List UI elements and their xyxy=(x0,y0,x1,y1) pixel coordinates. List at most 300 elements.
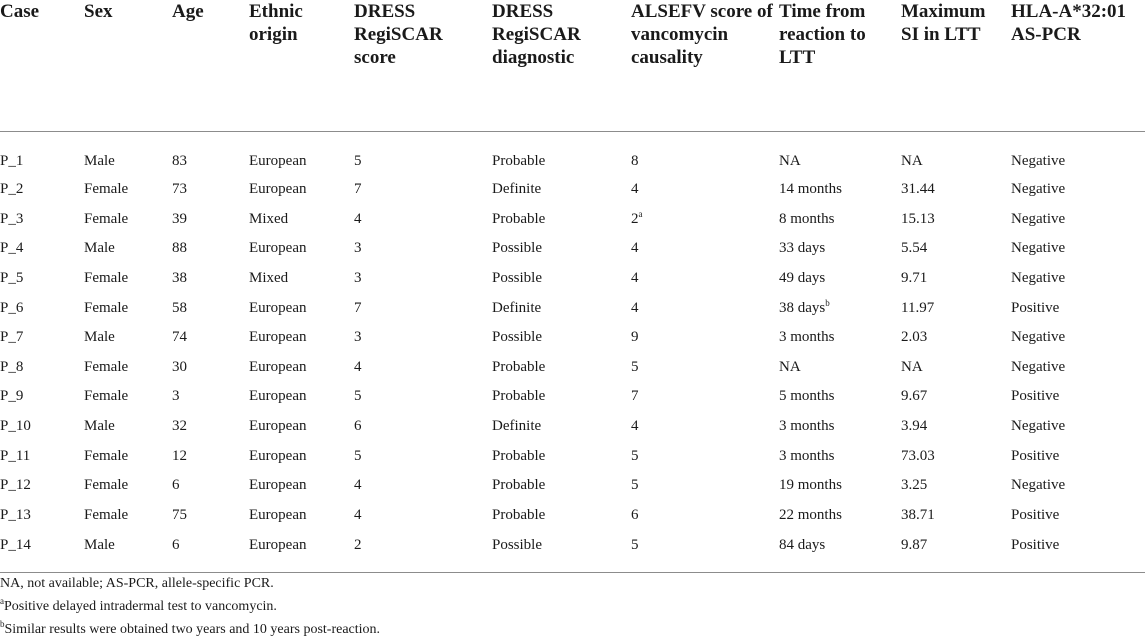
regiscar-diagnostic-cell-value: Probable xyxy=(492,153,546,169)
regiscar-diagnostic-cell xyxy=(492,411,631,441)
regiscar-score-cell-value: 5 xyxy=(354,388,362,405)
time-to-ltt-cell xyxy=(779,293,901,323)
ethnic-origin-cell-value: European xyxy=(249,329,307,346)
age-cell-value: 6 xyxy=(172,477,180,494)
ethnic-origin-cell xyxy=(249,175,354,205)
age-cell xyxy=(172,131,249,175)
sex-cell-value: Female xyxy=(84,210,129,227)
case-cell xyxy=(0,500,84,530)
hla-as-pcr-cell-value: Negative xyxy=(1011,210,1066,227)
maximum-si-cell-value: 9.67 xyxy=(901,388,928,405)
case-cell-value: P_12 xyxy=(0,477,31,494)
regiscar-diagnostic-cell xyxy=(492,382,631,412)
age-cell-value: 74 xyxy=(172,329,187,346)
sex-cell xyxy=(84,500,172,530)
regiscar-score-cell-value: 7 xyxy=(354,299,362,316)
regiscar-score-cell-value: 7 xyxy=(354,181,362,198)
time-to-ltt-cell-value: 38 days xyxy=(779,299,826,316)
alsefv-score-cell-value: 2 xyxy=(631,210,639,227)
regiscar-score-cell-value: 3 xyxy=(354,329,362,346)
table-body xyxy=(0,131,1145,572)
column-header-sex: Sex xyxy=(84,0,172,131)
alsefv-score-cell-value: 4 xyxy=(631,418,639,435)
time-to-ltt-cell-value: 19 months xyxy=(779,477,842,494)
column-header-time-to-ltt: Time from reaction to LTT xyxy=(779,0,901,131)
age-cell-value: 75 xyxy=(172,506,187,523)
hla-as-pcr-cell xyxy=(1011,263,1145,293)
regiscar-diagnostic-cell xyxy=(492,530,631,573)
table-row xyxy=(0,293,1145,323)
maximum-si-cell-value: 5.54 xyxy=(901,240,928,257)
ethnic-origin-cell-value: European xyxy=(249,240,307,257)
regiscar-score-cell xyxy=(354,382,492,412)
maximum-si-cell-value: 73.03 xyxy=(901,447,935,464)
maximum-si-cell-value: 38.71 xyxy=(901,506,935,523)
table-header xyxy=(0,0,1145,131)
table-row xyxy=(0,234,1145,264)
regiscar-diagnostic-cell xyxy=(492,352,631,382)
regiscar-diagnostic-cell xyxy=(492,500,631,530)
maximum-si-cell xyxy=(901,382,1011,412)
footnote-abbreviations: NA, not available; AS-PCR, allele-specific PCR. xyxy=(0,576,274,591)
case-cell-value: P_9 xyxy=(0,388,24,405)
alsefv-score-cell-value: 9 xyxy=(631,329,639,346)
hla-as-pcr-cell-value: Positive xyxy=(1011,447,1060,464)
maximum-si-cell-value: NA xyxy=(901,153,923,169)
regiscar-diagnostic-cell-value: Probable xyxy=(492,358,546,375)
ethnic-origin-cell-value: European xyxy=(249,447,307,464)
table-row xyxy=(0,204,1145,234)
footnote-b-mark: b xyxy=(0,619,5,629)
maximum-si-cell-value: 11.97 xyxy=(901,299,935,316)
header-row xyxy=(0,0,1145,131)
hla-as-pcr-cell-value: Negative xyxy=(1011,418,1066,435)
hla-as-pcr-cell-value: Negative xyxy=(1011,270,1066,287)
hla-as-pcr-cell-value: Negative xyxy=(1011,153,1066,169)
regiscar-score-cell-value: 2 xyxy=(354,536,362,553)
time-to-ltt-cell xyxy=(779,131,901,175)
age-cell xyxy=(172,500,249,530)
hla-as-pcr-cell xyxy=(1011,441,1145,471)
alsefv-score-cell-value: 4 xyxy=(631,270,639,287)
regiscar-diagnostic-cell-value: Probable xyxy=(492,477,546,494)
sex-cell-value: Male xyxy=(84,536,115,553)
maximum-si-cell xyxy=(901,411,1011,441)
regiscar-diagnostic-cell xyxy=(492,470,631,500)
footnote-a-mark: a xyxy=(0,596,4,606)
sex-cell-value: Male xyxy=(84,329,115,346)
regiscar-diagnostic-cell-value: Definite xyxy=(492,418,542,435)
regiscar-diagnostic-cell-value: Definite xyxy=(492,181,542,198)
regiscar-score-cell xyxy=(354,500,492,530)
column-header-maximum-si: Maximum SI in LTT xyxy=(901,0,1011,131)
time-to-ltt-cell-value: 3 months xyxy=(779,418,835,435)
age-cell-value: 32 xyxy=(172,418,187,435)
ethnic-origin-cell xyxy=(249,322,354,352)
case-cell xyxy=(0,204,84,234)
case-cell xyxy=(0,441,84,471)
age-cell-value: 3 xyxy=(172,388,180,405)
hla-as-pcr-cell xyxy=(1011,470,1145,500)
hla-as-pcr-cell-value: Negative xyxy=(1011,358,1066,375)
ethnic-origin-cell xyxy=(249,441,354,471)
sex-cell xyxy=(84,131,172,175)
time-to-ltt-cell-value: NA xyxy=(779,358,801,375)
ethnic-origin-cell-value: European xyxy=(249,153,307,169)
alsefv-score-cell xyxy=(631,352,779,382)
time-to-ltt-cell xyxy=(779,470,901,500)
regiscar-diagnostic-cell-value: Possible xyxy=(492,329,543,346)
regiscar-score-cell xyxy=(354,175,492,205)
case-cell-value: P_14 xyxy=(0,536,31,553)
hla-as-pcr-cell xyxy=(1011,382,1145,412)
ethnic-origin-cell-value: European xyxy=(249,388,307,405)
regiscar-diagnostic-cell xyxy=(492,204,631,234)
hla-as-pcr-cell-value: Positive xyxy=(1011,506,1060,523)
sex-cell xyxy=(84,204,172,234)
ethnic-origin-cell xyxy=(249,204,354,234)
hla-as-pcr-cell-value: Negative xyxy=(1011,329,1066,346)
ethnic-origin-cell-value: Mixed xyxy=(249,270,289,287)
column-header-case: Case xyxy=(0,0,84,131)
alsefv-score-cell xyxy=(631,322,779,352)
maximum-si-cell xyxy=(901,234,1011,264)
regiscar-score-cell-value: 4 xyxy=(354,477,362,494)
time-to-ltt-cell-value: 84 days xyxy=(779,536,826,553)
time-to-ltt-cell xyxy=(779,411,901,441)
case-cell xyxy=(0,470,84,500)
maximum-si-cell xyxy=(901,204,1011,234)
age-cell-value: 6 xyxy=(172,536,180,553)
time-to-ltt-cell-value: 14 months xyxy=(779,181,842,198)
ethnic-origin-cell xyxy=(249,530,354,573)
regiscar-diagnostic-cell-value: Possible xyxy=(492,240,543,257)
alsefv-score-cell xyxy=(631,530,779,573)
table-row xyxy=(0,500,1145,530)
regiscar-score-cell-value: 5 xyxy=(354,153,362,169)
maximum-si-cell-value: 2.03 xyxy=(901,329,928,346)
regiscar-score-cell-value: 5 xyxy=(354,447,362,464)
regiscar-score-cell-value: 4 xyxy=(354,506,362,523)
time-to-ltt-cell-value: 5 months xyxy=(779,388,835,405)
table-row xyxy=(0,352,1145,382)
sex-cell-value: Male xyxy=(84,418,115,435)
maximum-si-cell xyxy=(901,530,1011,573)
column-header-ethnic-origin: Ethnic origin xyxy=(249,0,354,131)
column-header-hla-as-pcr: HLA-A*32:01 AS-PCR xyxy=(1011,0,1145,131)
age-cell xyxy=(172,530,249,573)
maximum-si-cell xyxy=(901,263,1011,293)
ethnic-origin-cell xyxy=(249,352,354,382)
ethnic-origin-cell xyxy=(249,470,354,500)
sex-cell-value: Female xyxy=(84,181,129,198)
ethnic-origin-cell xyxy=(249,382,354,412)
regiscar-score-cell xyxy=(354,293,492,323)
regiscar-score-cell xyxy=(354,470,492,500)
case-cell xyxy=(0,293,84,323)
hla-as-pcr-cell-value: Positive xyxy=(1011,536,1060,553)
sex-cell xyxy=(84,293,172,323)
maximum-si-cell xyxy=(901,441,1011,471)
regiscar-score-cell-value: 4 xyxy=(354,358,362,375)
hla-as-pcr-cell xyxy=(1011,204,1145,234)
table-row xyxy=(0,470,1145,500)
table-row xyxy=(0,322,1145,352)
time-to-ltt-cell xyxy=(779,322,901,352)
case-cell xyxy=(0,382,84,412)
ethnic-origin-cell-value: European xyxy=(249,358,307,375)
maximum-si-cell-value: 3.25 xyxy=(901,477,928,494)
hla-as-pcr-cell xyxy=(1011,411,1145,441)
case-cell xyxy=(0,352,84,382)
age-cell xyxy=(172,263,249,293)
sex-cell-value: Female xyxy=(84,447,129,464)
time-to-ltt-cell-value: 3 months xyxy=(779,447,835,464)
age-cell xyxy=(172,322,249,352)
age-cell-value: 30 xyxy=(172,358,187,375)
sex-cell-value: Female xyxy=(84,358,129,375)
regiscar-diagnostic-cell-value: Possible xyxy=(492,270,543,287)
ethnic-origin-cell-value: European xyxy=(249,181,307,198)
regiscar-diagnostic-cell xyxy=(492,131,631,175)
hla-as-pcr-cell-value: Positive xyxy=(1011,299,1060,316)
ethnic-origin-cell xyxy=(249,500,354,530)
regiscar-score-cell xyxy=(354,234,492,264)
regiscar-score-cell xyxy=(354,352,492,382)
ethnic-origin-cell-value: European xyxy=(249,536,307,553)
case-cell-value: P_11 xyxy=(0,447,31,464)
regiscar-score-cell-value: 3 xyxy=(354,240,362,257)
age-cell-value: 38 xyxy=(172,270,187,287)
ethnic-origin-cell-value: European xyxy=(249,299,307,316)
column-header-age: Age xyxy=(172,0,249,131)
footnote-mark: a xyxy=(638,208,643,219)
case-cell xyxy=(0,175,84,205)
case-cell-value: P_5 xyxy=(0,270,24,287)
table-row xyxy=(0,382,1145,412)
hla-as-pcr-cell xyxy=(1011,352,1145,382)
sex-cell xyxy=(84,322,172,352)
ethnic-origin-cell xyxy=(249,293,354,323)
sex-cell-value: Female xyxy=(84,270,129,287)
ethnic-origin-cell xyxy=(249,131,354,175)
time-to-ltt-cell-value: 33 days xyxy=(779,240,826,257)
alsefv-score-cell xyxy=(631,175,779,205)
hla-as-pcr-cell xyxy=(1011,131,1145,175)
time-to-ltt-cell xyxy=(779,234,901,264)
sex-cell xyxy=(84,175,172,205)
column-header-regiscar-diagnostic: DRESS RegiSCAR diagnostic xyxy=(492,0,631,131)
alsefv-score-cell xyxy=(631,411,779,441)
hla-as-pcr-cell xyxy=(1011,234,1145,264)
sex-cell-value: Female xyxy=(84,299,129,316)
age-cell xyxy=(172,175,249,205)
table-row xyxy=(0,263,1145,293)
alsefv-score-cell-value: 5 xyxy=(631,358,639,375)
regiscar-diagnostic-cell-value: Probable xyxy=(492,210,546,227)
hla-as-pcr-cell-value: Negative xyxy=(1011,240,1066,257)
ethnic-origin-cell xyxy=(249,263,354,293)
age-cell xyxy=(172,204,249,234)
alsefv-score-cell-value: 5 xyxy=(631,447,639,464)
regiscar-diagnostic-cell-value: Definite xyxy=(492,299,542,316)
table-row xyxy=(0,530,1145,573)
time-to-ltt-cell xyxy=(779,500,901,530)
maximum-si-cell xyxy=(901,131,1011,175)
sex-cell xyxy=(84,263,172,293)
time-to-ltt-cell-value: NA xyxy=(779,153,801,169)
regiscar-diagnostic-cell-value: Probable xyxy=(492,506,546,523)
table-row xyxy=(0,131,1145,175)
maximum-si-cell xyxy=(901,470,1011,500)
sex-cell xyxy=(84,411,172,441)
hla-as-pcr-cell xyxy=(1011,530,1145,573)
case-cell-value: P_10 xyxy=(0,418,31,435)
regiscar-score-cell-value: 6 xyxy=(354,418,362,435)
time-to-ltt-cell xyxy=(779,263,901,293)
age-cell xyxy=(172,293,249,323)
sex-cell xyxy=(84,382,172,412)
time-to-ltt-cell xyxy=(779,382,901,412)
regiscar-score-cell-value: 3 xyxy=(354,270,362,287)
time-to-ltt-cell-value: 8 months xyxy=(779,210,835,227)
sex-cell xyxy=(84,441,172,471)
case-cell-value: P_13 xyxy=(0,506,31,523)
regiscar-diagnostic-cell xyxy=(492,263,631,293)
case-cell xyxy=(0,322,84,352)
alsefv-score-cell xyxy=(631,500,779,530)
footnote-mark: b xyxy=(825,297,830,308)
regiscar-diagnostic-cell xyxy=(492,175,631,205)
alsefv-score-cell xyxy=(631,441,779,471)
regiscar-diagnostic-cell xyxy=(492,322,631,352)
time-to-ltt-cell xyxy=(779,441,901,471)
case-cell-value: P_3 xyxy=(0,210,24,227)
ethnic-origin-cell-value: European xyxy=(249,477,307,494)
hla-as-pcr-cell-value: Negative xyxy=(1011,181,1066,198)
hla-as-pcr-cell xyxy=(1011,500,1145,530)
ethnic-origin-cell-value: European xyxy=(249,506,307,523)
sex-cell-value: Female xyxy=(84,477,129,494)
regiscar-diagnostic-cell xyxy=(492,234,631,264)
sex-cell xyxy=(84,234,172,264)
alsefv-score-cell-value: 4 xyxy=(631,240,639,257)
alsefv-score-cell-value: 6 xyxy=(631,506,639,523)
alsefv-score-cell-value: 8 xyxy=(631,153,639,169)
case-cell xyxy=(0,530,84,573)
case-cell-value: P_1 xyxy=(0,153,24,169)
hla-as-pcr-cell xyxy=(1011,322,1145,352)
regiscar-score-cell-value: 4 xyxy=(354,210,362,227)
case-cell-value: P_2 xyxy=(0,181,24,198)
case-cell-value: P_7 xyxy=(0,329,24,346)
regiscar-score-cell xyxy=(354,411,492,441)
regiscar-diagnostic-cell-value: Possible xyxy=(492,536,543,553)
case-cell-value: P_6 xyxy=(0,299,24,316)
alsefv-score-cell xyxy=(631,293,779,323)
maximum-si-cell-value: 9.71 xyxy=(901,270,928,287)
age-cell xyxy=(172,441,249,471)
sex-cell xyxy=(84,530,172,573)
age-cell-value: 39 xyxy=(172,210,187,227)
ethnic-origin-cell-value: Mixed xyxy=(249,210,289,227)
sex-cell-value: Male xyxy=(84,240,115,257)
table-row xyxy=(0,175,1145,205)
regiscar-diagnostic-cell-value: Probable xyxy=(492,447,546,464)
maximum-si-cell xyxy=(901,175,1011,205)
sex-cell xyxy=(84,352,172,382)
regiscar-diagnostic-cell xyxy=(492,293,631,323)
alsefv-score-cell xyxy=(631,234,779,264)
alsefv-score-cell xyxy=(631,131,779,175)
time-to-ltt-cell xyxy=(779,352,901,382)
alsefv-score-cell-value: 5 xyxy=(631,536,639,553)
age-cell-value: 73 xyxy=(172,181,187,198)
regiscar-score-cell xyxy=(354,441,492,471)
age-cell xyxy=(172,382,249,412)
case-cell xyxy=(0,234,84,264)
alsefv-score-cell xyxy=(631,263,779,293)
hla-as-pcr-cell xyxy=(1011,175,1145,205)
maximum-si-cell-value: 31.44 xyxy=(901,181,935,198)
table-row xyxy=(0,411,1145,441)
alsefv-score-cell-value: 4 xyxy=(631,181,639,198)
maximum-si-cell-value: 15.13 xyxy=(901,210,935,227)
sex-cell-value: Female xyxy=(84,506,129,523)
footnote-a-text: Positive delayed intradermal test to vancomycin. xyxy=(4,599,277,614)
maximum-si-cell xyxy=(901,500,1011,530)
ethnic-origin-cell xyxy=(249,411,354,441)
alsefv-score-cell-value: 7 xyxy=(631,388,639,405)
time-to-ltt-cell-value: 49 days xyxy=(779,270,826,287)
age-cell xyxy=(172,411,249,441)
ethnic-origin-cell-value: European xyxy=(249,418,307,435)
time-to-ltt-cell-value: 22 months xyxy=(779,506,842,523)
alsefv-score-cell-value: 4 xyxy=(631,299,639,316)
sex-cell-value: Female xyxy=(84,388,129,405)
alsefv-score-cell xyxy=(631,204,779,234)
age-cell-value: 58 xyxy=(172,299,187,316)
case-cell xyxy=(0,131,84,175)
column-header-alsefv-score: ALSEFV score of vancomycin causality xyxy=(631,0,779,131)
maximum-si-cell-value: 9.87 xyxy=(901,536,928,553)
maximum-si-cell xyxy=(901,322,1011,352)
column-header-regiscar-score: DRESS RegiSCAR score xyxy=(354,0,492,131)
case-cell-value: P_8 xyxy=(0,358,24,375)
age-cell-value: 88 xyxy=(172,240,187,257)
case-cell-value: P_4 xyxy=(0,240,24,257)
age-cell xyxy=(172,470,249,500)
age-cell-value: 12 xyxy=(172,447,187,464)
alsefv-score-cell-value: 5 xyxy=(631,477,639,494)
alsefv-score-cell xyxy=(631,470,779,500)
age-cell xyxy=(172,352,249,382)
age-cell xyxy=(172,234,249,264)
regiscar-score-cell xyxy=(354,263,492,293)
hla-as-pcr-cell-value: Positive xyxy=(1011,388,1060,405)
maximum-si-cell-value: 3.94 xyxy=(901,418,928,435)
regiscar-score-cell xyxy=(354,204,492,234)
maximum-si-cell xyxy=(901,293,1011,323)
footnote-a xyxy=(0,595,380,618)
time-to-ltt-cell xyxy=(779,204,901,234)
case-cell xyxy=(0,411,84,441)
hla-as-pcr-cell xyxy=(1011,293,1145,323)
case-cell xyxy=(0,263,84,293)
regiscar-diagnostic-cell xyxy=(492,441,631,471)
maximum-si-cell xyxy=(901,352,1011,382)
hla-as-pcr-cell-value: Negative xyxy=(1011,477,1066,494)
